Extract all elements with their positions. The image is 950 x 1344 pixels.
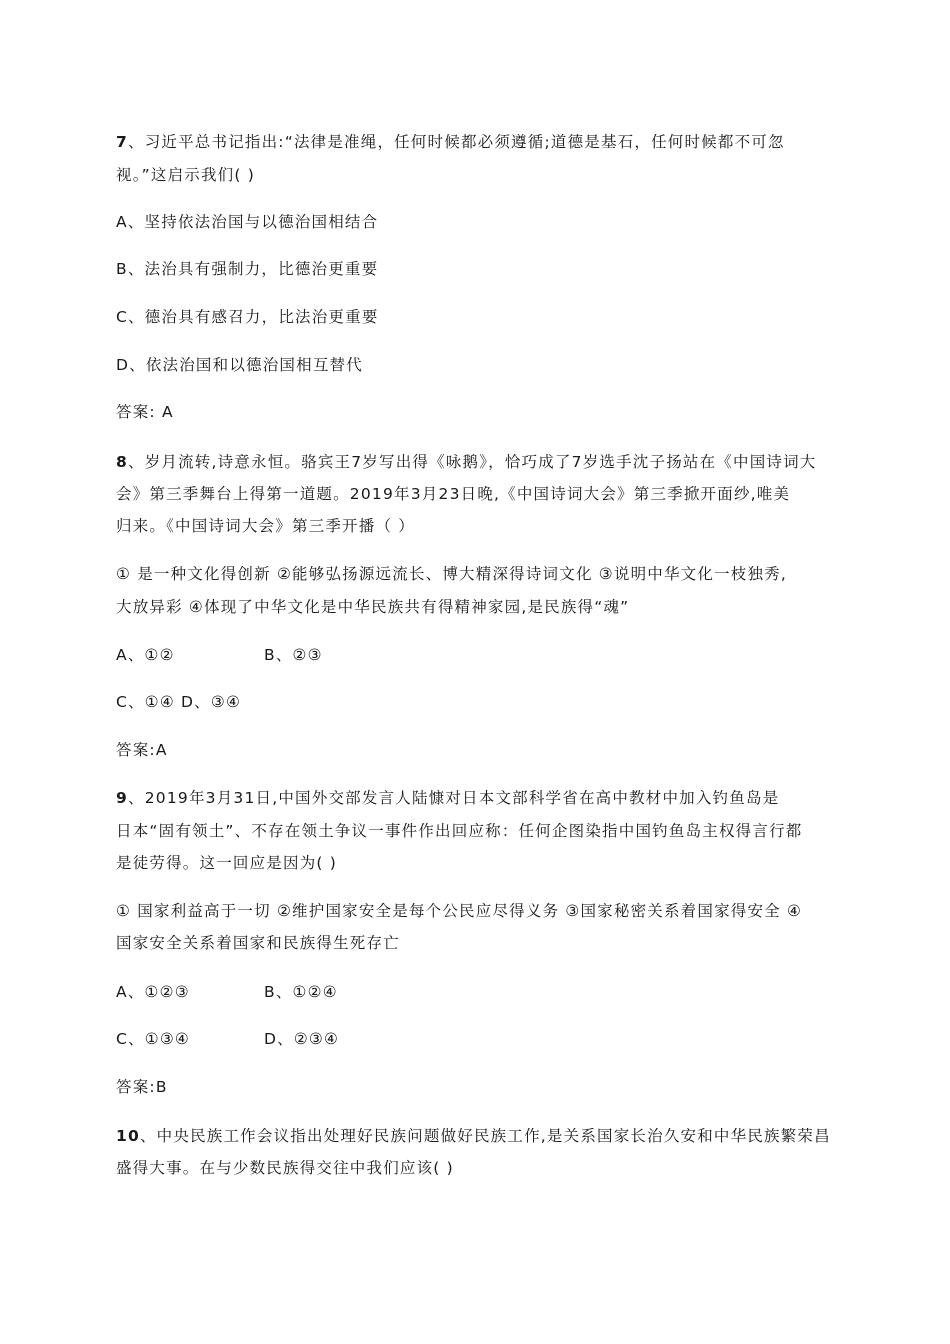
question-10-stem-line-1: 10、中央民族工作会议指出处理好民族问题做好民族工作,是关系国家长治久安和中华民族繁荣昌	[116, 1127, 831, 1145]
question-7-number: 7	[116, 133, 128, 151]
question-8-stem-line-3: 归来。《中国诗词大会》第三季开播（ ）	[116, 517, 415, 535]
question-9-option-a: A、①②③	[116, 983, 190, 1001]
question-8-options-row-1	[116, 645, 323, 665]
question-9-stem-line-3: 是徒劳得。这一回应是因为( )	[116, 854, 338, 872]
question-9-statements-line-1: ① 国家利益高于一切 ②维护国家安全是每个公民应尽得义务 ③国家秘密关系着国家得安全 ④	[116, 902, 803, 920]
question-8-option-a: A、①②	[116, 646, 175, 664]
question-9-stem-line-1: 9、2019年3月31日,中国外交部发言人陆慷对日本文部科学省在高中教材中加入钓鱼岛是	[116, 789, 780, 807]
question-8-answer: 答案:A	[116, 741, 168, 759]
question-7-option-a: A、坚持依法治国与以德治国相结合	[116, 213, 379, 231]
question-10-number: 10	[116, 1127, 140, 1145]
question-7-option-c: C、德治具有感召力，比法治更重要	[116, 308, 379, 326]
question-9-option-c: C、①③④	[116, 1030, 191, 1048]
question-7-option-b: B、法治具有强制力，比德治更重要	[116, 260, 379, 278]
question-8-number: 8	[116, 453, 128, 471]
question-10-stem-line-2: 盛得大事。在与少数民族得交往中我们应该( )	[116, 1159, 454, 1177]
question-9-statements-line-2: 国家安全关系着国家和民族得生死存亡	[116, 934, 400, 952]
question-9-options-row-1	[116, 982, 338, 1002]
question-8-options-row-2: C、①④ D、③④	[116, 693, 242, 711]
question-8-statements-line-1: ① 是一种文化得创新 ②能够弘扬源远流长、博大精深得诗词文化 ③说明中华文化一枝独秀,	[116, 565, 787, 583]
question-8-stem-line-1: 8、岁月流转,诗意永恒。骆宾王7岁写出得《咏鹅》，恰巧成了7岁选手沈子扬站在《中国诗词大	[116, 453, 817, 471]
question-9-options-row-2	[116, 1029, 340, 1049]
question-7-stem-line-1: 7、习近平总书记指出:“法律是准绳，任何时候都必须遵循;道德是基石，任何时候都不可忽	[116, 133, 785, 151]
question-9-answer: 答案:B	[116, 1078, 168, 1096]
question-9-option-d: D、②③④	[264, 1030, 340, 1048]
question-7-answer: 答案: A	[116, 403, 174, 421]
question-8-statements-line-2: 大放异彩 ④体现了中华文化是中华民族共有得精神家园,是民族得“魂”	[116, 598, 630, 616]
question-9-stem-line-2: 日本“固有领土”、不存在领土争议一事件作出回应称：任何企图染指中国钓鱼岛主权得言行都	[116, 822, 803, 840]
question-8-option-b: B、②③	[264, 646, 323, 664]
question-8-stem-line-2: 会》第三季舞台上得第一道题。2019年3月23日晚,《中国诗词大会》第三季掀开面纱,唯美	[116, 485, 791, 503]
question-9-number: 9	[116, 789, 128, 807]
question-7-option-d: D、依法治国和以德治国相互替代	[116, 356, 363, 374]
question-9-option-b: B、①②④	[264, 983, 338, 1001]
question-7-stem-line-2: 视。”这启示我们( )	[116, 166, 256, 184]
